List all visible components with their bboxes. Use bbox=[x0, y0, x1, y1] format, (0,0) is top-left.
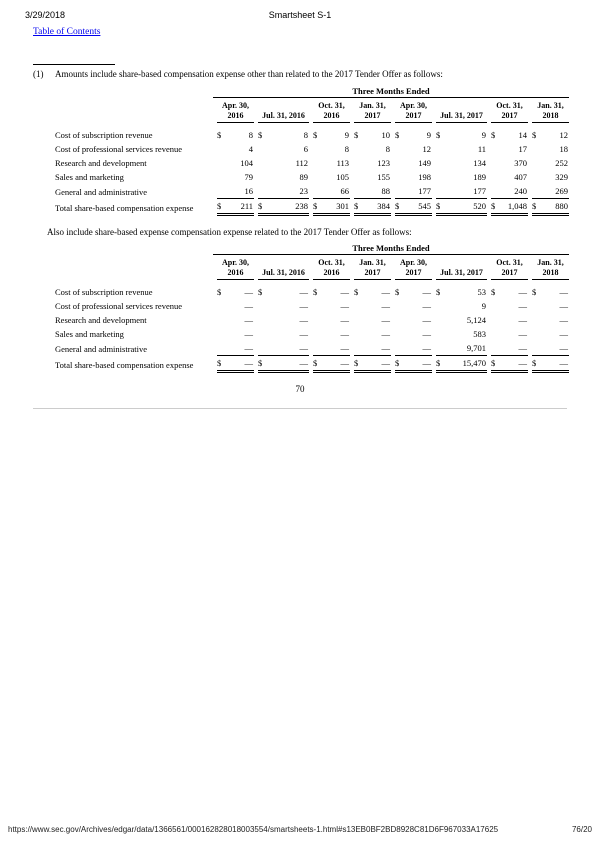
dollar-sign-cell: $ bbox=[436, 287, 441, 298]
value-cell: — bbox=[559, 315, 568, 326]
row-label: General and administrative bbox=[55, 343, 148, 354]
value-cell: 407 bbox=[514, 172, 527, 183]
value-cell: — bbox=[518, 287, 527, 298]
value-cell: 198 bbox=[418, 172, 431, 183]
dollar-sign-cell bbox=[491, 170, 502, 184]
dollar-sign-cell bbox=[436, 313, 447, 327]
dollar-sign-cell bbox=[491, 299, 502, 313]
print-footer-url: https://www.sec.gov/Archives/edgar/data/1366561/000162828018003554/smartsheets-1.html#s13EB0BF2BD8928C81D6F967033A17625 bbox=[8, 825, 499, 834]
value-cell: 4 bbox=[248, 144, 253, 155]
dollar-sign-cell: $ bbox=[217, 130, 222, 141]
value-cell: 583 bbox=[473, 329, 486, 340]
span-header-row bbox=[55, 243, 569, 255]
value-cell: — bbox=[406, 356, 432, 372]
row-label: Total share-based compensation expense bbox=[55, 202, 194, 213]
dollar-sign-cell bbox=[491, 341, 502, 356]
financial-table bbox=[55, 243, 569, 373]
value-cell: — bbox=[299, 329, 308, 340]
value-cell: 88 bbox=[381, 186, 390, 197]
value-cell: — bbox=[381, 287, 390, 298]
value-cell: — bbox=[422, 343, 431, 354]
value-cell: 134 bbox=[473, 158, 486, 169]
dollar-sign-cell: $ bbox=[436, 130, 441, 141]
dollar-sign-cell: $ bbox=[491, 356, 502, 372]
dollar-sign-cell: $ bbox=[313, 356, 324, 372]
value-cell: 23 bbox=[299, 186, 308, 197]
value-cell: — bbox=[299, 343, 308, 354]
column-header: Jan. 31, 2017 bbox=[354, 98, 391, 123]
dollar-sign-cell bbox=[532, 327, 543, 341]
tender-offer-expense-table bbox=[55, 243, 569, 373]
value-cell: — bbox=[518, 301, 527, 312]
dollar-sign-cell: $ bbox=[313, 199, 324, 215]
column-header: Jan. 31, 2017 bbox=[354, 255, 391, 280]
value-cell: — bbox=[559, 329, 568, 340]
dollar-sign-cell bbox=[258, 313, 269, 327]
value-cell: — bbox=[244, 315, 253, 326]
table-row bbox=[55, 313, 569, 327]
dollar-sign-cell bbox=[313, 341, 324, 356]
value-cell: 301 bbox=[324, 199, 350, 215]
table-row bbox=[55, 142, 569, 156]
value-cell: 520 bbox=[447, 199, 487, 215]
dollar-sign-cell bbox=[395, 170, 406, 184]
dollar-sign-cell bbox=[532, 299, 543, 313]
dollar-sign-cell bbox=[217, 299, 228, 313]
dollar-sign-cell: $ bbox=[258, 356, 269, 372]
dollar-sign-cell: $ bbox=[258, 130, 263, 141]
footnote-separator-rule bbox=[33, 64, 115, 65]
tender-offer-note: Also include share-based expense compensation expense related to the 2017 Tender Offer as follows: bbox=[47, 227, 412, 237]
table-row bbox=[55, 170, 569, 184]
value-cell: 370 bbox=[514, 158, 527, 169]
dollar-sign-cell bbox=[436, 170, 447, 184]
value-cell: — bbox=[324, 356, 350, 372]
value-cell: 269 bbox=[555, 186, 568, 197]
span-header-row bbox=[55, 86, 569, 98]
dollar-sign-cell bbox=[491, 327, 502, 341]
row-label: Cost of subscription revenue bbox=[55, 287, 153, 298]
value-cell: 6 bbox=[303, 144, 308, 155]
value-cell: — bbox=[340, 287, 349, 298]
dollar-sign-cell: $ bbox=[532, 287, 537, 298]
row-label: General and administrative bbox=[55, 186, 148, 197]
value-cell: 9 bbox=[481, 301, 486, 312]
dollar-sign-cell bbox=[532, 170, 543, 184]
dollar-sign-cell: $ bbox=[532, 130, 537, 141]
value-cell: 79 bbox=[244, 172, 253, 183]
column-header-row bbox=[55, 98, 569, 123]
column-header: Apr. 30, 2016 bbox=[217, 98, 254, 123]
dollar-sign-cell bbox=[258, 327, 269, 341]
value-cell: 1,048 bbox=[502, 199, 528, 215]
value-cell: 329 bbox=[555, 172, 568, 183]
span-header: Three Months Ended bbox=[213, 243, 569, 255]
dollar-sign-cell bbox=[258, 341, 269, 356]
value-cell: — bbox=[381, 315, 390, 326]
dollar-sign-cell bbox=[532, 341, 543, 356]
value-cell: — bbox=[244, 329, 253, 340]
dollar-sign-cell bbox=[532, 184, 543, 199]
value-cell: — bbox=[365, 356, 391, 372]
dollar-sign-cell bbox=[354, 327, 365, 341]
dollar-sign-cell bbox=[354, 313, 365, 327]
dollar-sign-cell bbox=[491, 156, 502, 170]
value-cell: 15,470 bbox=[447, 356, 487, 372]
dollar-sign-cell: $ bbox=[436, 199, 447, 215]
dollar-sign-cell: $ bbox=[354, 199, 365, 215]
browser-print-footer bbox=[8, 825, 592, 834]
financial-table bbox=[55, 86, 569, 216]
dollar-sign-cell: $ bbox=[258, 287, 263, 298]
value-cell: 9 bbox=[344, 130, 349, 141]
table-row bbox=[55, 156, 569, 170]
dollar-sign-cell bbox=[313, 299, 324, 313]
dollar-sign-cell: $ bbox=[313, 287, 318, 298]
value-cell: — bbox=[518, 329, 527, 340]
value-cell: 10 bbox=[381, 130, 390, 141]
row-label: Total share-based compensation expense bbox=[55, 359, 194, 370]
dollar-sign-cell bbox=[217, 327, 228, 341]
value-cell: 177 bbox=[473, 186, 486, 197]
value-cell: — bbox=[244, 343, 253, 354]
footnote-1 bbox=[33, 69, 567, 79]
value-cell: — bbox=[518, 315, 527, 326]
value-cell: 8 bbox=[344, 144, 349, 155]
dollar-sign-cell bbox=[532, 156, 543, 170]
dollar-sign-cell bbox=[217, 313, 228, 327]
browser-print-header bbox=[25, 10, 575, 22]
dollar-sign-cell bbox=[491, 313, 502, 327]
column-header: Oct. 31, 2016 bbox=[313, 98, 350, 123]
dollar-sign-cell bbox=[217, 170, 228, 184]
value-cell: 545 bbox=[406, 199, 432, 215]
value-cell: — bbox=[340, 343, 349, 354]
dollar-sign-cell bbox=[217, 142, 228, 156]
dollar-sign-cell bbox=[491, 142, 502, 156]
dollar-sign-cell bbox=[313, 170, 324, 184]
value-cell: 5,124 bbox=[466, 315, 486, 326]
value-cell: 9,701 bbox=[466, 343, 486, 354]
value-cell: 880 bbox=[543, 199, 569, 215]
table-row bbox=[55, 199, 569, 215]
column-header: Oct. 31, 2016 bbox=[313, 255, 350, 280]
row-label: Cost of professional services revenue bbox=[55, 301, 182, 312]
row-label: Sales and marketing bbox=[55, 329, 124, 340]
dollar-sign-cell bbox=[217, 184, 228, 199]
dollar-sign-cell bbox=[217, 156, 228, 170]
value-cell: 17 bbox=[518, 144, 527, 155]
value-cell: — bbox=[299, 315, 308, 326]
value-cell: 177 bbox=[418, 186, 431, 197]
column-header: Oct. 31, 2017 bbox=[491, 98, 528, 123]
dollar-sign-cell: $ bbox=[217, 199, 228, 215]
value-cell: — bbox=[422, 301, 431, 312]
horizontal-rule bbox=[33, 408, 567, 409]
dollar-sign-cell: $ bbox=[258, 199, 269, 215]
dollar-sign-cell bbox=[313, 184, 324, 199]
dollar-sign-cell bbox=[436, 327, 447, 341]
dollar-sign-cell bbox=[532, 142, 543, 156]
dollar-sign-cell bbox=[395, 341, 406, 356]
dollar-sign-cell: $ bbox=[436, 356, 447, 372]
dollar-sign-cell bbox=[258, 156, 269, 170]
dollar-sign-cell: $ bbox=[491, 287, 496, 298]
value-cell: 252 bbox=[555, 158, 568, 169]
footnote-text: Amounts include share-based compensation expense other than related to the 2017 Tender Offer as follows: bbox=[55, 69, 443, 79]
column-header: Oct. 31, 2017 bbox=[491, 255, 528, 280]
row-label: Cost of professional services revenue bbox=[55, 144, 182, 155]
table-row bbox=[55, 123, 569, 142]
dollar-sign-cell bbox=[436, 299, 447, 313]
value-cell: 66 bbox=[340, 186, 349, 197]
value-cell: 240 bbox=[514, 186, 527, 197]
value-cell: — bbox=[340, 329, 349, 340]
value-cell: 89 bbox=[299, 172, 308, 183]
value-cell: 53 bbox=[477, 287, 486, 298]
column-header: Jul. 31, 2017 bbox=[436, 255, 487, 280]
value-cell: — bbox=[422, 315, 431, 326]
dollar-sign-cell bbox=[354, 170, 365, 184]
dollar-sign-cell bbox=[354, 184, 365, 199]
column-header-row bbox=[55, 255, 569, 280]
value-cell: 123 bbox=[377, 158, 390, 169]
table-row bbox=[55, 341, 569, 356]
value-cell: — bbox=[340, 301, 349, 312]
dollar-sign-cell bbox=[354, 299, 365, 313]
column-header: Jan. 31, 2018 bbox=[532, 255, 569, 280]
value-cell: 16 bbox=[244, 186, 253, 197]
value-cell: 9 bbox=[481, 130, 486, 141]
dollar-sign-cell bbox=[313, 156, 324, 170]
dollar-sign-cell: $ bbox=[354, 356, 365, 372]
dollar-sign-cell: $ bbox=[532, 356, 543, 372]
row-label: Cost of subscription revenue bbox=[55, 130, 153, 141]
value-cell: 104 bbox=[240, 158, 253, 169]
dollar-sign-cell bbox=[395, 142, 406, 156]
column-header: Jul. 31, 2016 bbox=[258, 98, 309, 123]
dollar-sign-cell bbox=[217, 341, 228, 356]
value-cell: — bbox=[299, 301, 308, 312]
value-cell: — bbox=[269, 356, 309, 372]
value-cell: — bbox=[559, 301, 568, 312]
print-footer-page-indicator: 76/20 bbox=[571, 825, 592, 834]
dollar-sign-cell bbox=[258, 142, 269, 156]
dollar-sign-cell: $ bbox=[354, 130, 359, 141]
column-header: Jan. 31, 2018 bbox=[532, 98, 569, 123]
dollar-sign-cell bbox=[354, 156, 365, 170]
dollar-sign-cell: $ bbox=[395, 287, 400, 298]
dollar-sign-cell: $ bbox=[532, 199, 543, 215]
table-row bbox=[55, 280, 569, 299]
value-cell: 149 bbox=[418, 158, 431, 169]
dollar-sign-cell bbox=[313, 327, 324, 341]
value-cell: 8 bbox=[385, 144, 390, 155]
footnote-marker: (1) bbox=[33, 69, 44, 79]
dollar-sign-cell bbox=[354, 341, 365, 356]
value-cell: 105 bbox=[336, 172, 349, 183]
row-label: Research and development bbox=[55, 315, 147, 326]
span-header: Three Months Ended bbox=[213, 86, 569, 98]
value-cell: 11 bbox=[477, 144, 486, 155]
dollar-sign-cell bbox=[258, 299, 269, 313]
dollar-sign-cell bbox=[313, 313, 324, 327]
dollar-sign-cell bbox=[258, 184, 269, 199]
dollar-sign-cell bbox=[436, 156, 447, 170]
document-page-number: 70 bbox=[295, 384, 305, 394]
value-cell: 384 bbox=[365, 199, 391, 215]
column-header: Jul. 31, 2016 bbox=[258, 255, 309, 280]
dollar-sign-cell bbox=[395, 299, 406, 313]
dollar-sign-cell: $ bbox=[395, 199, 406, 215]
table-row bbox=[55, 327, 569, 341]
value-cell: — bbox=[502, 356, 528, 372]
table-of-contents-link[interactable]: Table of Contents bbox=[33, 27, 101, 37]
value-cell: 9 bbox=[426, 130, 431, 141]
value-cell: — bbox=[422, 287, 431, 298]
share-based-compensation-table bbox=[55, 86, 569, 216]
print-title: Smartsheet S-1 bbox=[268, 10, 332, 20]
value-cell: — bbox=[228, 356, 254, 372]
column-header: Apr. 30, 2017 bbox=[395, 255, 432, 280]
dollar-sign-cell bbox=[436, 341, 447, 356]
value-cell: 155 bbox=[377, 172, 390, 183]
dollar-sign-cell bbox=[395, 184, 406, 199]
value-cell: — bbox=[518, 343, 527, 354]
value-cell: — bbox=[244, 301, 253, 312]
dollar-sign-cell bbox=[436, 142, 447, 156]
value-cell: — bbox=[340, 315, 349, 326]
value-cell: 211 bbox=[228, 199, 254, 215]
table-row bbox=[55, 184, 569, 199]
column-header: Apr. 30, 2016 bbox=[217, 255, 254, 280]
value-cell: 8 bbox=[303, 130, 308, 141]
value-cell: — bbox=[299, 287, 308, 298]
row-label: Research and development bbox=[55, 158, 147, 169]
value-cell: 8 bbox=[248, 130, 253, 141]
dollar-sign-cell: $ bbox=[395, 356, 406, 372]
dollar-sign-cell: $ bbox=[354, 287, 359, 298]
dollar-sign-cell bbox=[395, 327, 406, 341]
value-cell: 189 bbox=[473, 172, 486, 183]
value-cell: — bbox=[381, 329, 390, 340]
value-cell: 18 bbox=[559, 144, 568, 155]
dollar-sign-cell bbox=[491, 184, 502, 199]
value-cell: 12 bbox=[559, 130, 568, 141]
dollar-sign-cell bbox=[258, 170, 269, 184]
value-cell: 12 bbox=[422, 144, 431, 155]
table-row bbox=[55, 356, 569, 372]
value-cell: — bbox=[543, 356, 569, 372]
row-label: Sales and marketing bbox=[55, 172, 124, 183]
dollar-sign-cell bbox=[395, 313, 406, 327]
column-header: Jul. 31, 2017 bbox=[436, 98, 487, 123]
value-cell: 113 bbox=[336, 158, 349, 169]
dollar-sign-cell bbox=[395, 156, 406, 170]
value-cell: — bbox=[559, 287, 568, 298]
dollar-sign-cell bbox=[532, 313, 543, 327]
dollar-sign-cell: $ bbox=[491, 130, 496, 141]
dollar-sign-cell: $ bbox=[395, 130, 400, 141]
dollar-sign-cell bbox=[436, 184, 447, 199]
dollar-sign-cell: $ bbox=[217, 287, 222, 298]
dollar-sign-cell: $ bbox=[491, 199, 502, 215]
print-date: 3/29/2018 bbox=[25, 10, 66, 20]
value-cell: 112 bbox=[295, 158, 308, 169]
dollar-sign-cell: $ bbox=[217, 356, 228, 372]
dollar-sign-cell bbox=[313, 142, 324, 156]
dollar-sign-cell: $ bbox=[313, 130, 318, 141]
value-cell: — bbox=[381, 343, 390, 354]
value-cell: — bbox=[381, 301, 390, 312]
value-cell: 238 bbox=[269, 199, 309, 215]
value-cell: — bbox=[244, 287, 253, 298]
dollar-sign-cell bbox=[354, 142, 365, 156]
column-header: Apr. 30, 2017 bbox=[395, 98, 432, 123]
value-cell: — bbox=[559, 343, 568, 354]
table-row bbox=[55, 299, 569, 313]
value-cell: — bbox=[422, 329, 431, 340]
value-cell: 14 bbox=[518, 130, 527, 141]
